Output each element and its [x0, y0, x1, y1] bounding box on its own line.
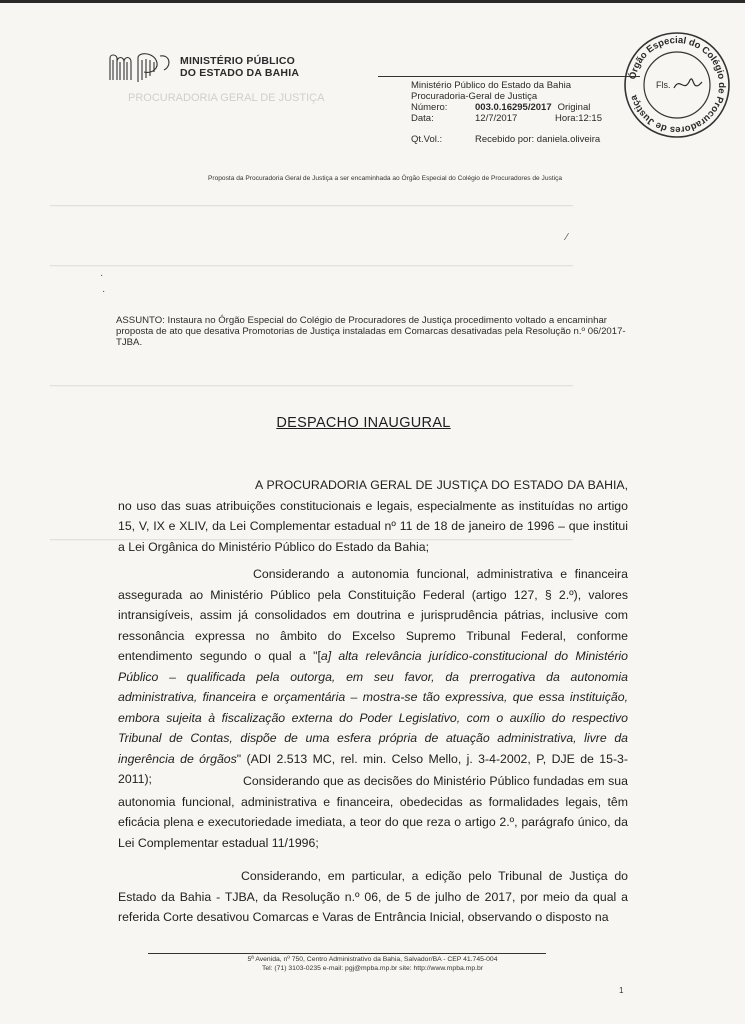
bleed-through-title: PROCURADORIA GERAL DE JUSTIÇA [128, 92, 325, 104]
data-value: 12/7/2017 [475, 113, 518, 124]
bleed-line: ______________________________________________________________________________________________ [50, 530, 573, 541]
protocol-line1: Ministério Público do Estado da Bahia [411, 80, 572, 91]
seal-ring-text: Órgão Especial do Colégio de Procuradores de Justiça [627, 34, 728, 136]
original-label: Original [557, 102, 591, 113]
recebido-value: Recebido por: daniela.oliveira [475, 134, 601, 145]
protocol-line2: Procuradoria-Geral de Justiça [411, 91, 538, 102]
mp-logo-icon [108, 50, 174, 84]
paragraph-autonomia-citation: " (ADI 2.513 MC, rel. min. Celso Mello, j. 3-4-2002, P, DJE de 15-3-2011); [118, 751, 628, 786]
protocol-data-row [411, 113, 602, 124]
protocol-numero-row [411, 102, 602, 113]
footer-line2: Tel: (71) 3103-0235 e-mail: pgj@mpba.mp.br site: http://www.mpba.mp.br [261, 965, 484, 972]
seal-fls: Fls. [656, 80, 671, 90]
colegio-seal [620, 28, 734, 147]
org-name [180, 55, 299, 79]
paragraph-preamble-text: A PROCURADORIA GERAL DE JUSTIÇA DO ESTADO DA BAHIA, no uso das suas atribuições constitucionais e legais, especialmente as instituídas no artigo 15, V, IX e XLIV, da Lei Complementar estadual nº 11 de 18 de janeiro de 1996 – que institui a Lei Orgânica do Ministério Público do Estado da Bahia; [118, 478, 628, 554]
scan-top-edge [0, 0, 745, 3]
paragraph-resolucao [118, 866, 628, 928]
bleed-line: ______________________________________________________________________________________________ [50, 256, 573, 267]
protocol-stamp [411, 80, 602, 145]
paragraph-autonomia-a: a [320, 649, 328, 663]
pen-mark: · [102, 286, 106, 297]
document-title-wrap [0, 414, 745, 432]
protocol-stamp-rule [378, 76, 640, 77]
bleed-line: ______________________________________________________________________________________________ [50, 376, 573, 387]
paragraph-autonomia-start: Considerando a autonomia funcional, administrativa e financeira assegurada ao Ministério Público pela Constituição Federal (artigo 127, § 2.º), valores intransigíveis, assim já consolidados em doutrina e jurisprudência pátrias, inclusive com ressonância expressa no âmbito do Excelso Supremo Tribunal Federal, conforme entendimento segundo o qual a "[ [118, 567, 628, 663]
paragraph-decisoes-text: Considerando que as decisões do Ministério Público fundadas em sua autonomia funcional, administrativa e financeira, obedecidas as formalidades legais, têm eficácia plena e executoriedade imediata, a teor do que reza o artigo 2.º, parágrafo único, da Lei Complementar estadual 11/1996; [118, 774, 628, 850]
seal-signature-scribble [674, 79, 702, 88]
paragraph-decisoes [118, 771, 628, 853]
document-title: DESPACHO INAUGURAL [276, 415, 451, 431]
pen-mark: ∕ [566, 232, 568, 243]
footer-address [0, 955, 745, 973]
qtvol-label: Qt.Vol.: [411, 134, 443, 145]
proposal-note: Proposta da Procuradoria Geral de Justiça a ser encaminhada ao Órgão Especial do Colégio de Procuradores de Justiça [208, 175, 563, 182]
footer-line1: 5ª Avenida, nº 750, Centro Administrativo da Bahia, Salvador/BA - CEP 41.745-004 [247, 956, 498, 963]
page-number: 1 [619, 986, 624, 995]
hora-value: Hora:12:15 [555, 113, 603, 124]
bleed-line: ______________________________________________________________________________________________ [50, 196, 573, 207]
paragraph-autonomia [118, 564, 628, 790]
footer-rule [148, 953, 546, 954]
paragraph-preamble [118, 475, 628, 557]
numero-label: Número: [411, 102, 448, 113]
mp-logo [108, 50, 299, 84]
org-name-line1: MINISTÉRIO PÚBLICO [180, 55, 296, 67]
paragraph-resolucao-text: Considerando, em particular, a edição pelo Tribunal de Justiça do Estado da Bahia - TJBA, da Resolução n.º 06, de 5 de julho de 2017, por meio da qual a referida Corte desativou Comarcas e Varas de Entrância Inicial, observando o disposto na [118, 869, 628, 924]
data-label: Data: [411, 113, 434, 124]
paragraph-autonomia-quote: ] alta relevância jurídico-constitucional do Ministério Público – qualificada pela outorga, em seu favor, da prerrogativa da autonomia administrativa, financeira e orçamentária – mostra-se tão expressiva, que essa instituição, embora sujeita à fiscalização externa do Poder Legislativo, com o auxílio do respectivo Tribunal de Contas, dispõe de uma esfera própria de atuação administrativa, livre da ingerência de órgãos [118, 649, 628, 766]
numero-value: 003.0.16295/2017 [475, 102, 552, 113]
protocol-qt-row [411, 134, 602, 145]
pen-mark: · [100, 270, 104, 281]
seal-stamp-icon [620, 28, 734, 142]
org-name-line2: DO ESTADO DA BAHIA [180, 67, 300, 79]
assunto-text: ASSUNTO: Instaura no Órgão Especial do Colégio de Procuradores de Justiça procedimento voltado a encaminhar proposta de ato que desativa Promotorias de Justiça instaladas em Comarcas desativadas pela Resolução n.º 06/2017-TJBA. [116, 315, 626, 348]
